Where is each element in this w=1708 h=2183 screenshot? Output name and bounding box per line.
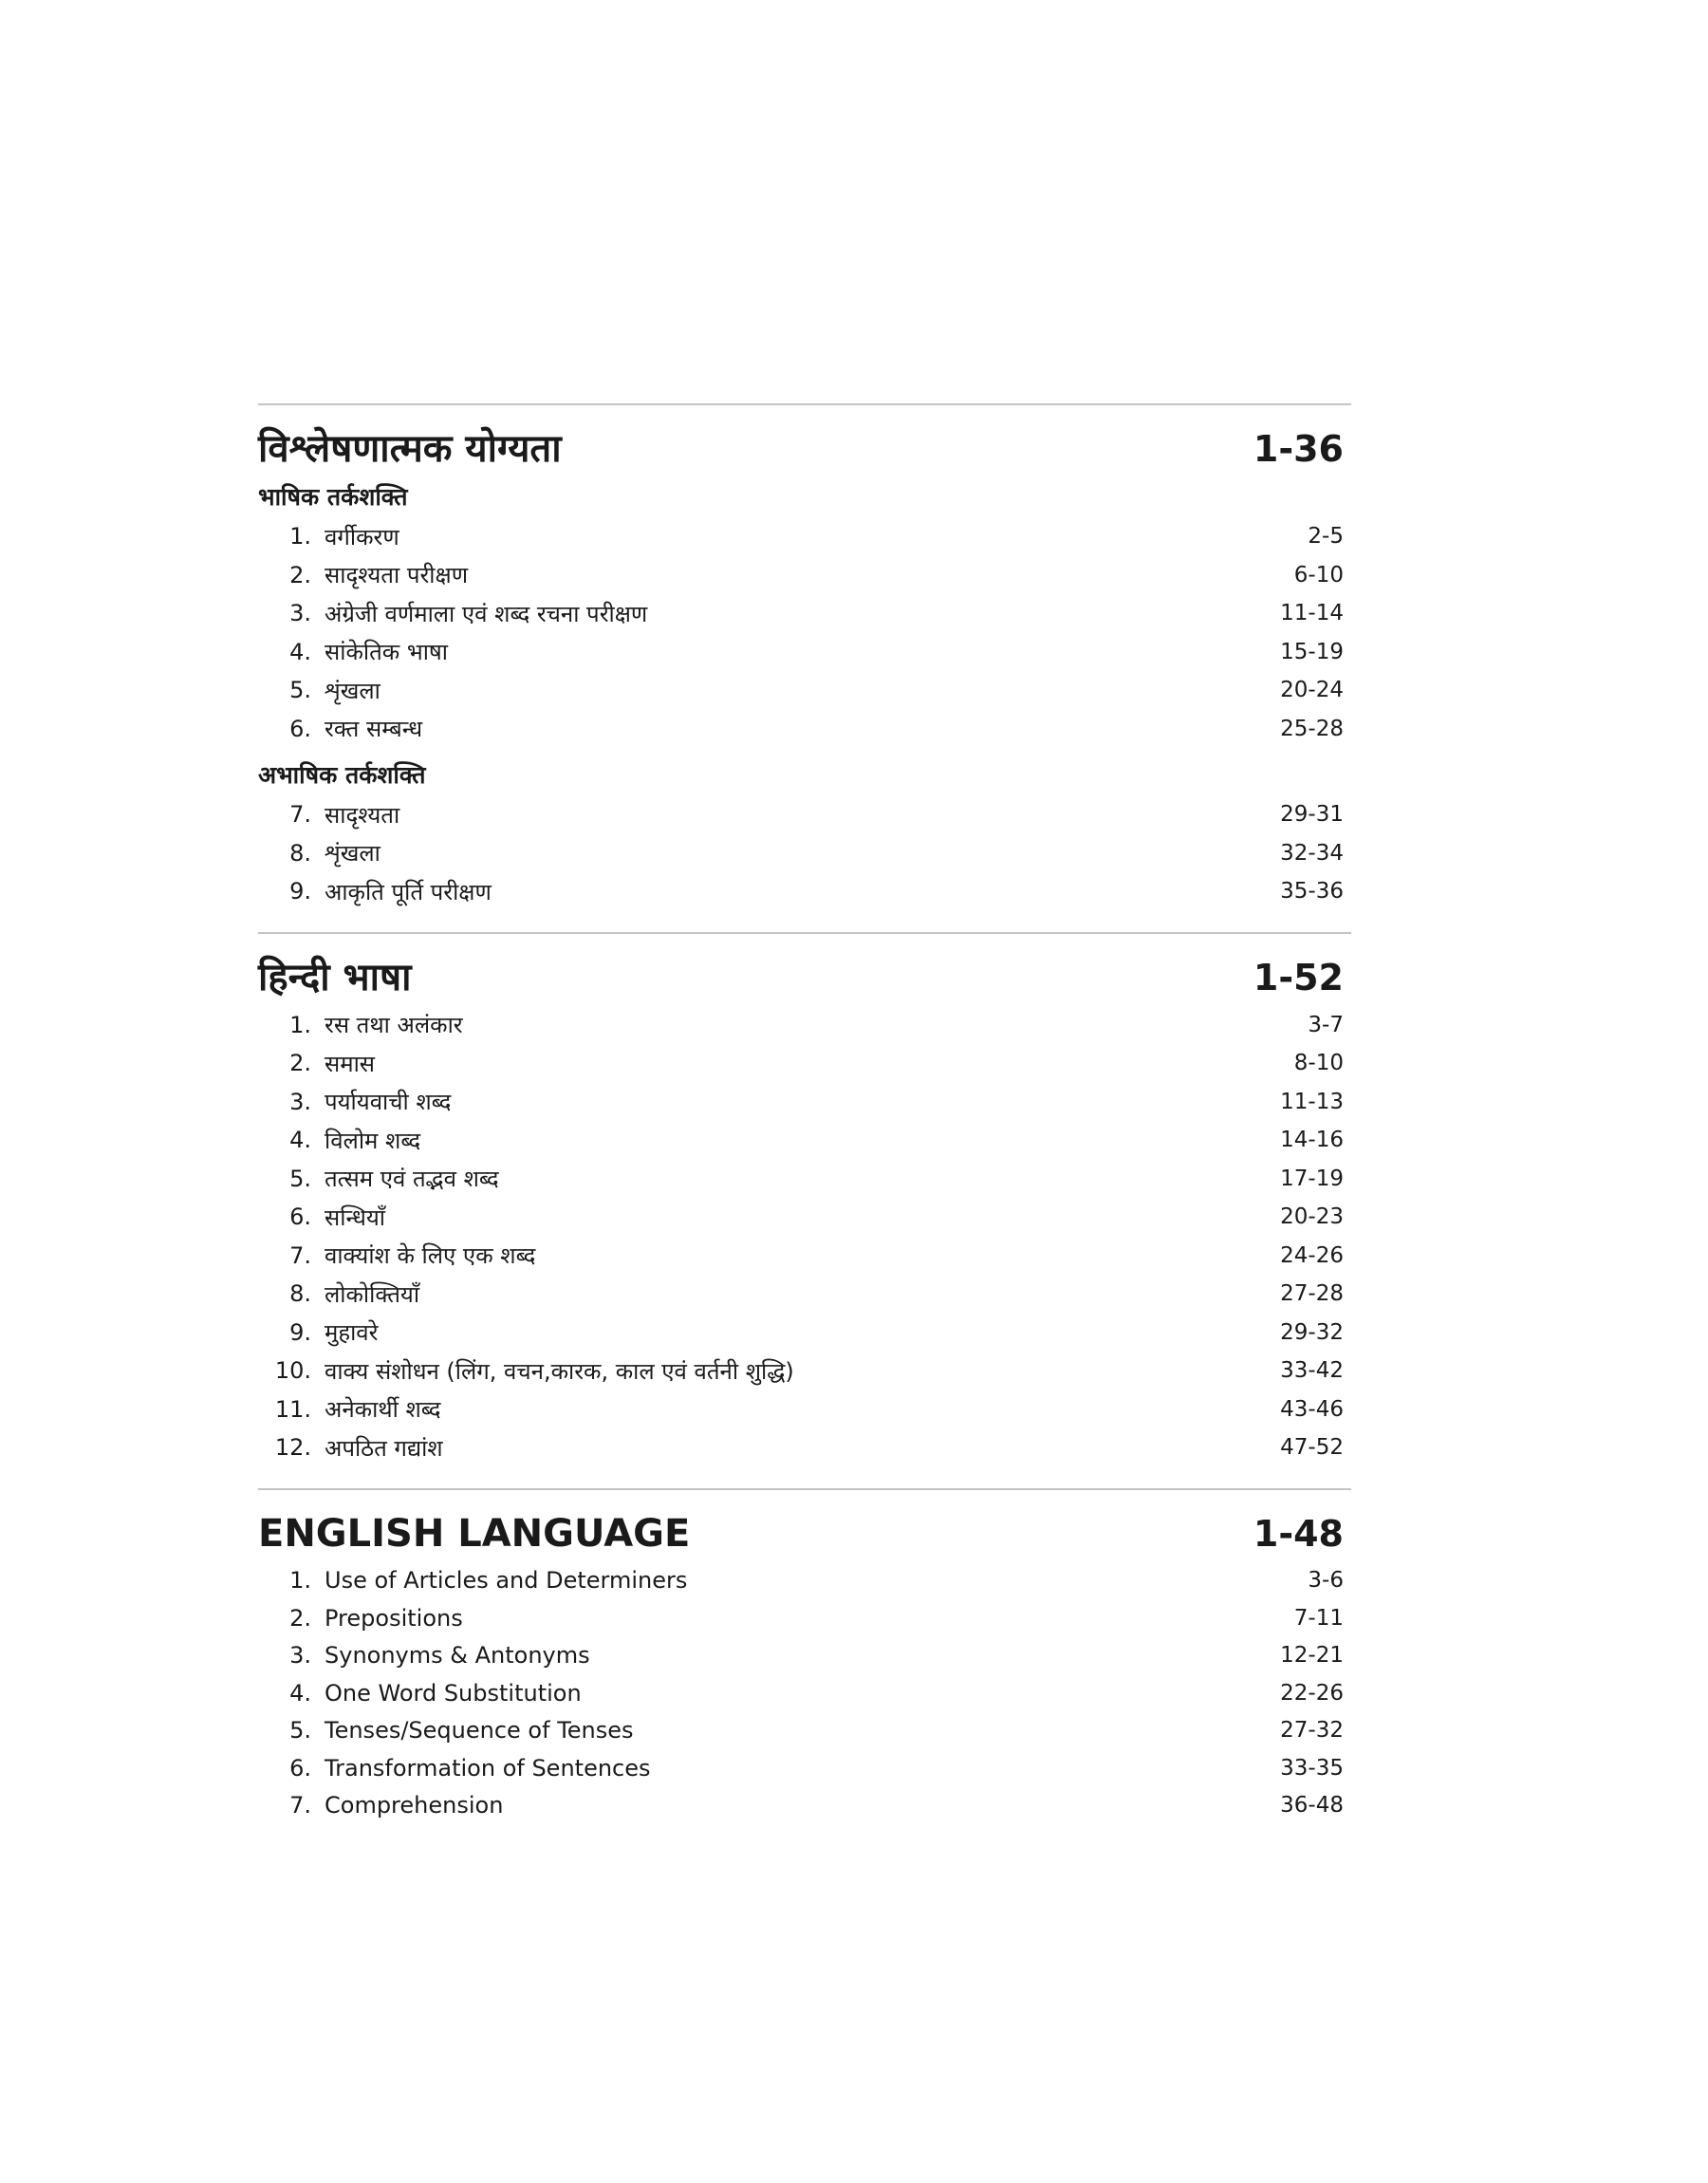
- entry-title: रस तथा अलंकार: [325, 1012, 463, 1039]
- entry-pages: 8-10: [1293, 1051, 1344, 1076]
- entry-number: 2.: [289, 1604, 311, 1632]
- section-header: [258, 1505, 1351, 1562]
- entry-number: 5.: [289, 1717, 311, 1745]
- entry-title: Synonyms & Antonyms: [325, 1642, 590, 1670]
- toc-section-hindi: [258, 932, 1351, 1488]
- entry-pages: 27-28: [1280, 1281, 1344, 1307]
- entry-number: 6.: [289, 715, 311, 742]
- entry-pages: 24-26: [1280, 1242, 1344, 1268]
- toc-entry[interactable]: [258, 1198, 1351, 1237]
- toc-entry[interactable]: [258, 594, 1351, 633]
- toc-entry[interactable]: [258, 1160, 1351, 1199]
- entry-pages: 3-7: [1308, 1012, 1344, 1037]
- entry-title: पर्यायवाची शब्द: [325, 1089, 452, 1116]
- entry-title: मुहावरे: [325, 1319, 379, 1347]
- entry-title: One Word Substitution: [325, 1679, 582, 1707]
- section-page-range: 1-36: [1253, 428, 1344, 470]
- group-heading: भाषिक तर्कशक्ति: [258, 483, 408, 511]
- section-title: विश्लेषणात्मक योग्यता: [258, 427, 562, 471]
- entry-number: 5.: [289, 677, 311, 704]
- toc-entry[interactable]: [258, 517, 1351, 556]
- entry-pages: 14-16: [1280, 1128, 1344, 1153]
- entry-pages: 29-32: [1280, 1319, 1344, 1345]
- toc-entry[interactable]: [258, 556, 1351, 595]
- entry-number: 4.: [289, 638, 311, 665]
- entry-title: सांकेतिक भाषा: [325, 639, 449, 666]
- entry-title: सन्धियाँ: [325, 1203, 385, 1231]
- entry-pages: 33-42: [1280, 1358, 1344, 1384]
- section-page-range: 1-52: [1253, 956, 1344, 998]
- entry-title: Prepositions: [325, 1604, 463, 1632]
- toc-entry[interactable]: [258, 1275, 1351, 1314]
- toc-entry[interactable]: [258, 1006, 1351, 1045]
- entry-number: 3.: [289, 600, 311, 627]
- entry-pages: 27-32: [1280, 1718, 1344, 1744]
- entry-number: 9.: [289, 1318, 311, 1346]
- entry-title: लोकोक्तियाँ: [325, 1280, 420, 1308]
- section-page-range: 1-48: [1253, 1512, 1344, 1555]
- entry-pages: 15-19: [1280, 639, 1344, 664]
- toc-entry[interactable]: [258, 710, 1351, 749]
- entry-number: 8.: [289, 839, 311, 867]
- entry-title: विलोम शब्द: [325, 1127, 421, 1154]
- entry-title: शृंखला: [325, 840, 381, 868]
- toc-entry[interactable]: [258, 1237, 1351, 1276]
- toc-entry[interactable]: [258, 1749, 1351, 1787]
- entry-pages: 32-34: [1280, 840, 1344, 866]
- entry-title: सादृश्यता परीक्षण: [325, 562, 469, 589]
- entry-number: 7.: [289, 801, 311, 829]
- entry-title: Transformation of Sentences: [325, 1754, 651, 1782]
- entry-number: 4.: [289, 1679, 311, 1707]
- entry-title: रक्त सम्बन्ध: [325, 716, 423, 743]
- entry-number: 7.: [289, 1792, 311, 1819]
- entry-title: वाक्य संशोधन (लिंग, वचन,कारक, काल एवं वर्तनी शुद्धि): [325, 1357, 794, 1385]
- entry-pages: 43-46: [1280, 1396, 1344, 1422]
- entry-title: Use of Articles and Determiners: [325, 1567, 688, 1595]
- toc-section-analytical: [258, 403, 1351, 932]
- section-title: हिन्दी भाषा: [258, 955, 412, 999]
- entry-number: 10.: [274, 1357, 311, 1385]
- entry-title: शृंखला: [325, 677, 381, 704]
- entry-title: समास: [325, 1050, 376, 1077]
- entry-title: अनेकार्थी शब्द: [325, 1396, 441, 1424]
- toc-entry[interactable]: [258, 1121, 1351, 1160]
- entry-pages: 33-35: [1280, 1755, 1344, 1781]
- entry-number: 1.: [289, 523, 311, 550]
- toc-entry[interactable]: [258, 1599, 1351, 1637]
- entry-number: 3.: [289, 1642, 311, 1670]
- entry-title: अंग्रेजी वर्णमाला एवं शब्द रचना परीक्षण: [325, 600, 648, 627]
- group-heading: अभाषिक तर्कशक्ति: [258, 761, 426, 789]
- entry-number: 9.: [289, 878, 311, 905]
- entry-pages: 12-21: [1280, 1643, 1344, 1669]
- entry-number: 2.: [289, 1050, 311, 1077]
- entry-number: 5.: [289, 1165, 311, 1192]
- entry-number: 8.: [289, 1280, 311, 1308]
- entry-number: 6.: [289, 1203, 311, 1231]
- section-header: [258, 420, 1351, 477]
- toc-entry[interactable]: [258, 1787, 1351, 1825]
- toc-entry[interactable]: [258, 1352, 1351, 1390]
- entry-pages: 20-24: [1280, 678, 1344, 703]
- toc-entry[interactable]: [258, 1712, 1351, 1750]
- entry-pages: 11-14: [1280, 601, 1344, 626]
- entry-number: 11.: [274, 1395, 311, 1423]
- entry-title: Comprehension: [325, 1792, 504, 1819]
- entry-number: 3.: [289, 1088, 311, 1115]
- entry-pages: 11-13: [1280, 1089, 1344, 1114]
- entry-pages: 17-19: [1280, 1166, 1344, 1191]
- toc-entry[interactable]: [258, 1390, 1351, 1429]
- entry-pages: 6-10: [1293, 562, 1344, 588]
- toc-entry[interactable]: [258, 795, 1351, 834]
- entry-number: 12.: [274, 1434, 311, 1462]
- entry-pages: 29-31: [1280, 802, 1344, 828]
- entry-number: 4.: [289, 1127, 311, 1154]
- entry-title: वर्गीकरण: [325, 523, 399, 550]
- entry-title: आकृति पूर्ति परीक्षण: [325, 878, 492, 905]
- entry-pages: 2-5: [1308, 524, 1344, 550]
- entry-pages: 7-11: [1293, 1605, 1344, 1631]
- toc-entry[interactable]: [258, 834, 1351, 873]
- toc-entry[interactable]: [258, 1044, 1351, 1083]
- toc-entry[interactable]: [258, 1083, 1351, 1122]
- entry-number: 1.: [289, 1011, 311, 1038]
- toc-entry[interactable]: [258, 633, 1351, 672]
- entry-pages: 22-26: [1280, 1680, 1344, 1706]
- table-of-contents: [258, 403, 1351, 1845]
- toc-entry[interactable]: [258, 1674, 1351, 1712]
- section-title: ENGLISH LANGUAGE: [258, 1511, 691, 1556]
- entry-title: Tenses/Sequence of Tenses: [325, 1717, 634, 1745]
- entry-title: वाक्यांश के लिए एक शब्द: [325, 1242, 536, 1270]
- toc-entry[interactable]: [258, 671, 1351, 710]
- entry-number: 1.: [289, 1567, 311, 1595]
- entry-number: 7.: [289, 1241, 311, 1269]
- section-header: [258, 949, 1351, 1006]
- entry-number: 2.: [289, 561, 311, 588]
- toc-entry[interactable]: [258, 1637, 1351, 1675]
- entry-pages: 35-36: [1280, 879, 1344, 905]
- toc-entry[interactable]: [258, 1428, 1351, 1467]
- toc-entry[interactable]: [258, 1314, 1351, 1353]
- entry-title: सादृश्यता: [325, 801, 400, 829]
- entry-pages: 3-6: [1308, 1568, 1344, 1594]
- toc-entry[interactable]: [258, 1562, 1351, 1600]
- entry-title: तत्सम एवं तद्भव शब्द: [325, 1166, 499, 1193]
- entry-pages: 20-23: [1280, 1204, 1344, 1230]
- toc-entry[interactable]: [258, 872, 1351, 911]
- entry-title: अपठित गद्यांश: [325, 1434, 443, 1462]
- entry-pages: 47-52: [1280, 1435, 1344, 1461]
- toc-section-english: [258, 1488, 1351, 1846]
- entry-number: 6.: [289, 1754, 311, 1782]
- entry-pages: 36-48: [1280, 1793, 1344, 1819]
- entry-pages: 25-28: [1280, 716, 1344, 741]
